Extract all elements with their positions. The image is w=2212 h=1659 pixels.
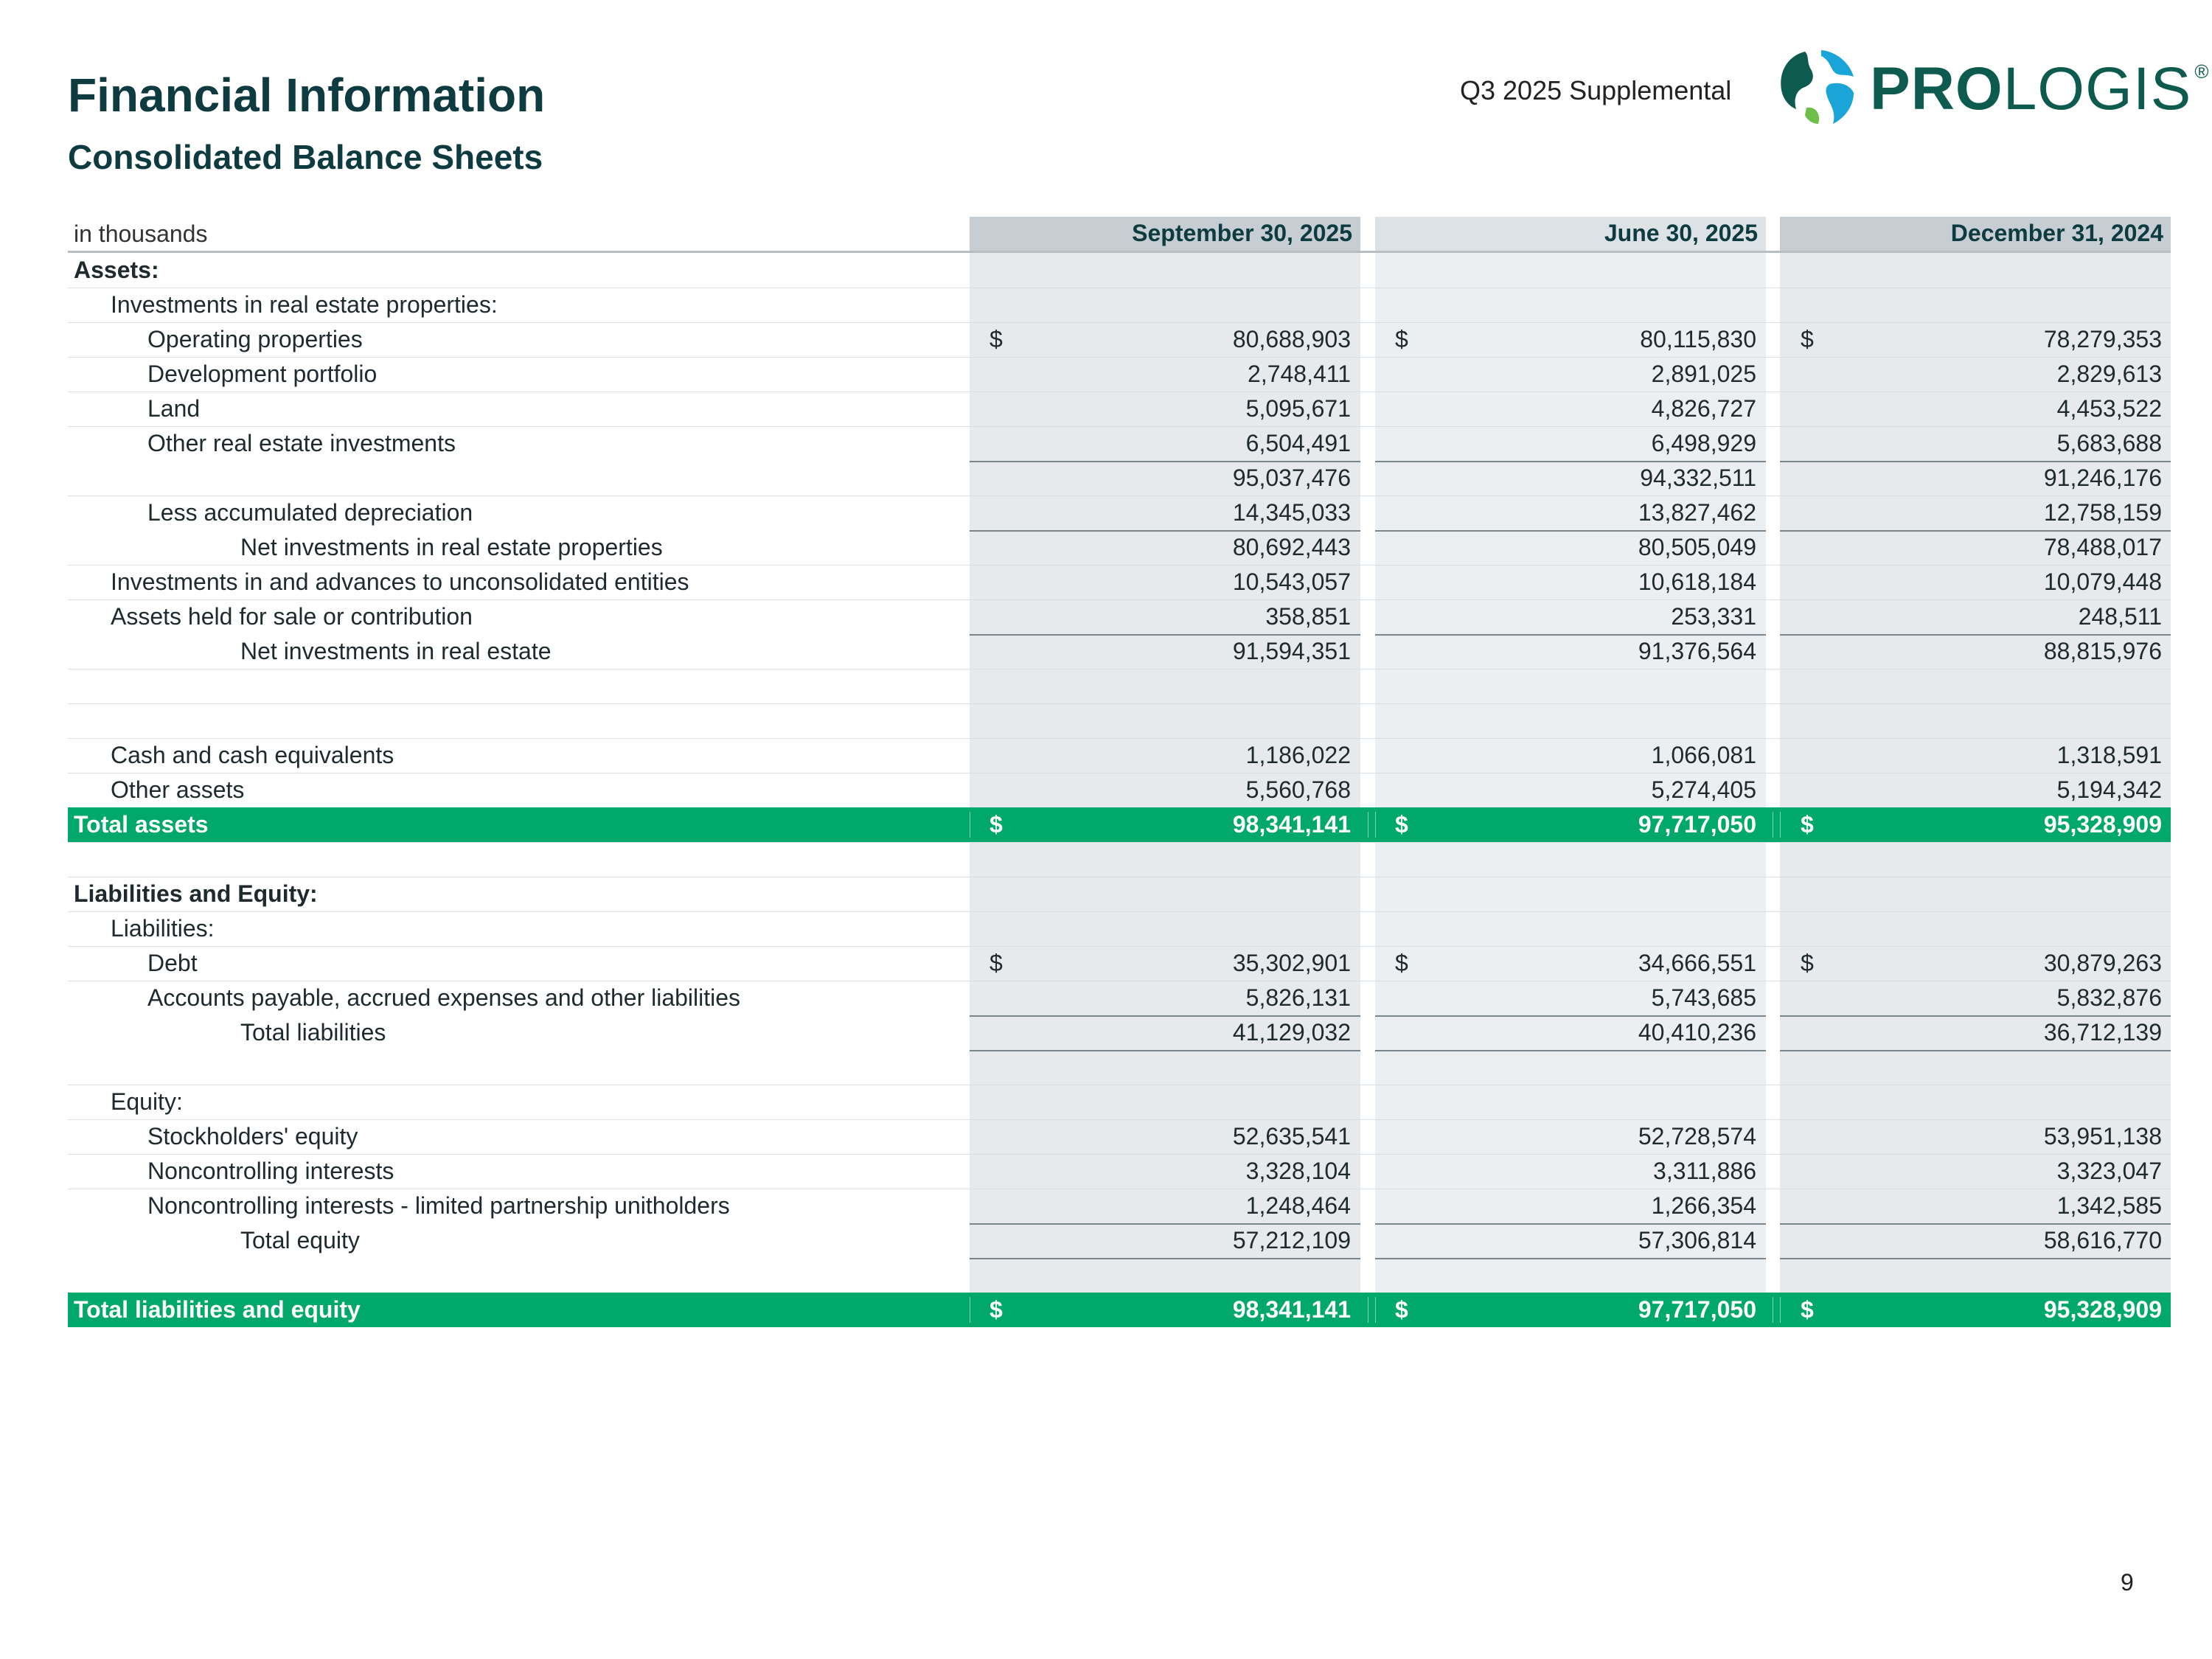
- currency-symbol: $: [1395, 326, 1408, 352]
- table-row: [68, 1154, 2171, 1189]
- row-label: Total equity: [240, 1227, 360, 1253]
- table-row: [68, 981, 2171, 1015]
- cell-value: 4,826,727: [1651, 395, 1756, 422]
- cell-value: 91,376,564: [1638, 638, 1756, 664]
- row-label: Development portfolio: [147, 361, 378, 387]
- cell-value: 1,318,591: [2056, 742, 2162, 768]
- table-row: [68, 599, 2171, 634]
- subtotal-row: [68, 1223, 2171, 1258]
- table-row: [68, 392, 2171, 426]
- cell-value: 1,266,354: [1651, 1192, 1756, 1219]
- table-row: [68, 773, 2171, 807]
- cell-value: 58,616,770: [2043, 1227, 2162, 1253]
- row-label: Assets held for sale or contribution: [111, 603, 473, 630]
- currency-symbol: $: [1395, 950, 1408, 976]
- row-label: Other assets: [111, 776, 245, 803]
- subsection-row: [68, 911, 2171, 946]
- column-header: December 31, 2024: [1950, 220, 2163, 246]
- cell-value: 14,345,033: [1232, 499, 1351, 526]
- subsection-label: Equity:: [111, 1088, 183, 1115]
- cell-divider: [1780, 1297, 1781, 1323]
- cell-value: 5,095,671: [1245, 395, 1351, 422]
- cell-value: 358,851: [1265, 603, 1351, 630]
- cell-value: 10,543,057: [1232, 568, 1351, 595]
- subtotal-row: [68, 461, 2171, 495]
- table-row: [68, 946, 2171, 981]
- globe-icon: [1777, 47, 1860, 130]
- row-label: Cash and cash equivalents: [111, 742, 394, 768]
- subtotal-row: [68, 530, 2171, 565]
- cell-value: 4,453,522: [2056, 395, 2162, 422]
- cell-value: 5,274,405: [1651, 776, 1756, 803]
- row-label: Total assets: [74, 811, 209, 838]
- table-row: [68, 322, 2171, 357]
- cell-value: 1,248,464: [1245, 1192, 1351, 1219]
- cell-value: 1,066,081: [1651, 742, 1756, 768]
- currency-symbol: $: [1395, 1296, 1408, 1323]
- table-row: [68, 565, 2171, 599]
- section-heading-row: [68, 877, 2171, 911]
- currency-symbol: $: [1801, 326, 1814, 352]
- cell-value: 91,246,176: [2043, 465, 2162, 491]
- cell-value: 97,717,050: [1638, 811, 1756, 838]
- column-header: June 30, 2025: [1604, 220, 1758, 246]
- row-label: Total liabilities and equity: [74, 1296, 361, 1323]
- cell-value: 2,891,025: [1651, 361, 1756, 387]
- table-row: [68, 738, 2171, 773]
- cell-value: 3,323,047: [2056, 1158, 2162, 1184]
- subsection-label: Investments in real estate properties:: [111, 291, 498, 318]
- spacer-row: [68, 703, 2171, 738]
- page-subtitle: Consolidated Balance Sheets: [68, 138, 543, 176]
- row-label: Noncontrolling interests: [147, 1158, 394, 1184]
- table-row: [68, 495, 2171, 530]
- cell-value: 78,488,017: [2043, 534, 2162, 560]
- row-label: Net investments in real estate: [240, 638, 552, 664]
- row-label: Stockholders' equity: [147, 1123, 358, 1150]
- currency-symbol: $: [990, 1296, 1003, 1323]
- cell-value: 12,758,159: [2043, 499, 2162, 526]
- cell-divider: [1375, 1297, 1376, 1323]
- subtotal-row: [68, 634, 2171, 669]
- page-title: Financial Information: [68, 69, 546, 122]
- cell-value: 3,328,104: [1245, 1158, 1351, 1184]
- row-label: Debt: [147, 950, 198, 976]
- supplemental-label: Q3 2025 Supplemental: [1460, 75, 1732, 105]
- cell-value: 248,511: [2078, 603, 2162, 630]
- currency-symbol: $: [990, 950, 1003, 976]
- currency-symbol: $: [990, 811, 1003, 838]
- table-row: [68, 1189, 2171, 1223]
- cell-value: 80,692,443: [1232, 534, 1351, 560]
- prologis-logo: [1777, 47, 2210, 128]
- table-row: [68, 426, 2171, 461]
- spacer-row: [68, 842, 2171, 877]
- row-label: Operating properties: [147, 326, 363, 352]
- cell-value: 10,618,184: [1638, 568, 1756, 595]
- cell-value: 5,560,768: [1245, 776, 1351, 803]
- row-label: Net investments in real estate properties: [240, 534, 663, 560]
- cell-value: 253,331: [1671, 603, 1756, 630]
- subtotal-row: [68, 1015, 2171, 1050]
- cell-value: 53,951,138: [2043, 1123, 2162, 1150]
- spacer-row: [68, 669, 2171, 703]
- logo-wordmark: PROLOGIS ®: [1870, 55, 2210, 122]
- cell-value: 5,194,342: [2056, 776, 2162, 803]
- section-heading: Assets:: [74, 257, 159, 283]
- row-label: Other real estate investments: [147, 430, 456, 456]
- cell-value: 10,079,448: [2043, 568, 2162, 595]
- row-label: Noncontrolling interests - limited partnership unitholders: [147, 1192, 730, 1219]
- table-header-row: [68, 217, 2171, 253]
- cell-value: 34,666,551: [1638, 950, 1756, 976]
- cell-value: 5,826,131: [1245, 984, 1351, 1011]
- row-label: Less accumulated depreciation: [147, 499, 473, 526]
- cell-divider: [1780, 812, 1781, 838]
- page-number: 9: [2121, 1569, 2134, 1596]
- currency-symbol: $: [1801, 811, 1814, 838]
- cell-value: 57,306,814: [1638, 1227, 1756, 1253]
- cell-value: 95,328,909: [2043, 811, 2162, 838]
- cell-value: 95,328,909: [2043, 1296, 2162, 1323]
- section-heading-row: [68, 253, 2171, 288]
- cell-value: 2,748,411: [1248, 361, 1351, 387]
- currency-symbol: $: [1801, 950, 1814, 976]
- cell-value: 30,879,263: [2043, 950, 2162, 976]
- cell-value: 52,728,574: [1638, 1123, 1756, 1150]
- row-label: Land: [147, 395, 201, 422]
- cell-value: 91,594,351: [1232, 638, 1351, 664]
- spacer-row: [68, 1258, 2171, 1293]
- row-label: Total liabilities: [240, 1019, 386, 1046]
- row-label: Accounts payable, accrued expenses and other liabilities: [147, 984, 741, 1011]
- cell-value: 98,341,141: [1232, 811, 1351, 838]
- total-assets-row: [68, 807, 2171, 842]
- cell-value: 95,037,476: [1232, 465, 1351, 491]
- currency-symbol: $: [990, 326, 1003, 352]
- cell-value: 6,498,929: [1651, 430, 1756, 456]
- cell-value: 3,311,886: [1653, 1158, 1756, 1184]
- cell-value: 36,712,139: [2043, 1019, 2162, 1046]
- subsection-row: [68, 288, 2171, 322]
- cell-value: 78,279,353: [2043, 326, 2162, 352]
- column-header: September 30, 2025: [1132, 220, 1352, 246]
- cell-value: 1,342,585: [2056, 1192, 2162, 1219]
- cell-divider: [1375, 812, 1376, 838]
- cell-value: 94,332,511: [1640, 465, 1756, 491]
- subsection-row: [68, 1085, 2171, 1119]
- units-label: in thousands: [74, 220, 208, 247]
- table-row: [68, 357, 2171, 392]
- row-label: Investments in and advances to unconsolidated entities: [111, 568, 689, 595]
- cell-value: 6,504,491: [1245, 430, 1351, 456]
- total-liabilities-equity-row: [68, 1293, 2171, 1327]
- cell-value: 88,815,976: [2043, 638, 2162, 664]
- section-heading: Liabilities and Equity:: [74, 880, 318, 907]
- cell-value: 1,186,022: [1245, 742, 1351, 768]
- cell-value: 98,341,141: [1232, 1296, 1351, 1323]
- balance-sheet-table: [68, 217, 2171, 1327]
- currency-symbol: $: [1395, 811, 1408, 838]
- cell-value: 57,212,109: [1232, 1227, 1351, 1253]
- cell-value: 52,635,541: [1232, 1123, 1351, 1150]
- subsection-label: Liabilities:: [111, 915, 215, 942]
- cell-value: 5,683,688: [2056, 430, 2162, 456]
- cell-value: 80,688,903: [1232, 326, 1351, 352]
- cell-value: 2,829,613: [2056, 361, 2162, 387]
- cell-value: 40,410,236: [1638, 1019, 1756, 1046]
- cell-value: 5,743,685: [1651, 984, 1756, 1011]
- cell-value: 35,302,901: [1232, 950, 1351, 976]
- cell-value: 97,717,050: [1638, 1296, 1756, 1323]
- currency-symbol: $: [1801, 1296, 1814, 1323]
- cell-value: 80,505,049: [1638, 534, 1756, 560]
- spacer-row: [68, 1050, 2171, 1085]
- cell-value: 41,129,032: [1232, 1019, 1351, 1046]
- cell-value: 13,827,462: [1638, 499, 1756, 526]
- cell-value: 5,832,876: [2056, 984, 2162, 1011]
- table-row: [68, 1119, 2171, 1154]
- cell-value: 80,115,830: [1640, 326, 1756, 352]
